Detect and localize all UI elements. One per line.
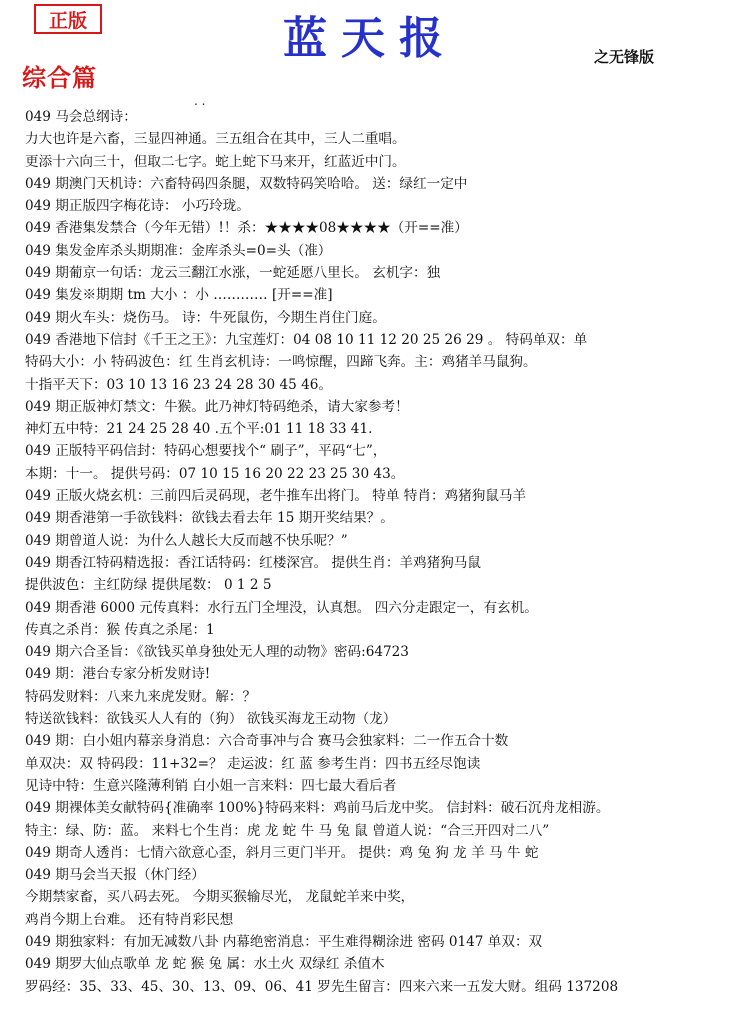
content-line: 罗码经：35、33、45、30、13、09、06、41 罗先生留言：四来六来一五发大财。组码 137208 xyxy=(25,978,619,995)
content-line: 见诗中特：生意兴隆薄利销 白小姐一言来料：四七最大看后者 xyxy=(25,777,397,794)
content-lines xyxy=(25,106,740,998)
content-line: 049 香港地下信封《千王之王》：九宝莲灯：04 08 10 11 12 20 25 26 29 。 特码单双：单 xyxy=(25,331,588,348)
content-line: 049 期香江特码精选报：香江话特码：红楼深宫。 提供生肖：羊鸡猪狗马鼠 xyxy=(25,554,481,571)
content-line: 更添十六向三十，但取二七字。蛇上蛇下马来开，红蓝近中门。 xyxy=(25,153,406,170)
content-line: 049 正版火烧玄机：三前四后灵码现，老牛推车出将门。 特单 特肖：鸡猪狗鼠马羊 xyxy=(25,488,527,505)
content-line: 单双决：双 特码段：11+32=？ 走运波：红 蓝 参考生肖：四书五经尽饱读 xyxy=(25,755,481,772)
content-line: 049 香港集发禁合（今年无错）!！杀：★★★★08★★★★（开==准） xyxy=(25,220,468,237)
content-line: 特送欲钱料：欲钱买人人有的（狗） 欲钱买海龙王动物（龙） xyxy=(25,711,397,728)
content-line: 049 期香港 6000 元传真料：水行五门全埋没，认真想。 四六分走跟定一，有玄机。 xyxy=(25,599,538,616)
content-line: 力大也许是六畜，三显四神通。三五组合在其中，三人二重唱。 xyxy=(25,131,406,148)
edition-label: 之无锋版 xyxy=(594,48,655,66)
decorative-dots: . . xyxy=(194,94,206,108)
content-line: 今期禁家畜，买八码去死。 今期买猴输尽光， 龙鼠蛇羊来中奖， xyxy=(25,889,415,906)
content-line: 049 集发※期期 tm 大小 ：小 ………… [开==准] xyxy=(25,287,333,304)
content-line: 049 期曾道人说：为什么人越长大反而越不快乐呢？” xyxy=(25,532,348,549)
content-line: 049 期：白小姐内幕亲身消息：六合奇事冲与合 赛马会独家料：二一作五合十数 xyxy=(25,733,509,750)
content-line: 049 期正版神灯禁文：牛猴。此乃神灯特码绝杀，请大家参考！ xyxy=(25,398,409,415)
content-line: 049 期独家料：有加无减数八卦 内幕绝密消息：平生难得糊涂进 密码 0147 单双：双 xyxy=(25,933,543,950)
content-line: 049 期奇人透肖：七情六欲意心歪，斜月三更门半开。 提供：鸡 兔 狗 龙 羊 马 牛 蛇 xyxy=(25,844,539,861)
content-line: 049 期六合圣旨：《欲钱买单身独处无人理的动物》密码:64723 xyxy=(25,644,409,661)
content-line: 049 期葡京一句话：龙云三翻江水涨，一蛇延愿八里长。 玄机字：独 xyxy=(25,265,441,282)
zhengban-badge: 正版 xyxy=(34,4,102,34)
content-line: 特码发财料：八来九来虎发财。解：？ xyxy=(25,688,257,705)
content-line: 传真之杀肖：猴 传真之杀尾：1 xyxy=(25,621,215,638)
content-line: 049 期罗大仙点歌单 龙 蛇 猴 兔 属：水土火 双绿红 杀值木 xyxy=(25,956,385,973)
content-line: 049 马会总纲诗： xyxy=(25,109,137,125)
content-line: 049 期火车头：烧伤马。 诗：牛死鼠伤，今期生肖住门庭。 xyxy=(25,309,386,326)
content-line: 本期：十一。 提供号码：07 10 15 16 20 22 23 25 30 43。 xyxy=(25,465,405,482)
content-line: 049 期正版四字梅花诗： 小巧玲珑。 xyxy=(25,198,250,215)
content-line: 特主：绿、防：蓝。 来料七个生肖：虎 龙 蛇 牛 马 兔 鼠 曾道人说：“合三开四对二八” xyxy=(25,822,550,839)
content-line: 鸡肖今期上台难。 还有特肖彩民想 xyxy=(25,911,234,928)
content-line: 049 期香港第一手欲钱料：欲钱去看去年 15 期开奖结果？。 xyxy=(25,510,394,527)
content-line: 049 期：港台专家分析发财诗! xyxy=(25,666,211,683)
content-line: 神灯五中特：21 24 25 28 40 .五个平:01 11 18 33 41. xyxy=(25,421,373,438)
content-line: 提供波色：主红防绿 提供尾数： 0 1 2 5 xyxy=(25,577,272,594)
content-line: 049 集发金库杀头期期准：金库杀头=0=头（准） xyxy=(25,242,332,259)
content-line: 049 正版特平码信封：特码心想要找个“ 刷子”，平码“七”， xyxy=(25,443,387,460)
section-heading: 综合篇 xyxy=(22,64,97,92)
content-line: 特码大小：小 特码波色：红 生肖玄机诗：一鸣惊醒，四蹄飞奔。主：鸡猪羊马鼠狗。 xyxy=(25,354,537,371)
content-line: 十指平天下：03 10 13 16 23 24 28 30 45 46。 xyxy=(25,376,333,393)
content-line: 049 期裸体美女献特码{准确率 100%}特码来料：鸡前马后龙中奖。 信封料：破石沉舟龙相游。 xyxy=(25,800,610,817)
content-line: 049 期澳门天机诗：六畜特码四条腿，双数特码笑哈哈。 送：绿红一定中 xyxy=(25,175,468,192)
content-line: 049 期马会当天报（休门经） xyxy=(25,867,205,884)
newspaper-title: 蓝天报 xyxy=(283,13,457,64)
